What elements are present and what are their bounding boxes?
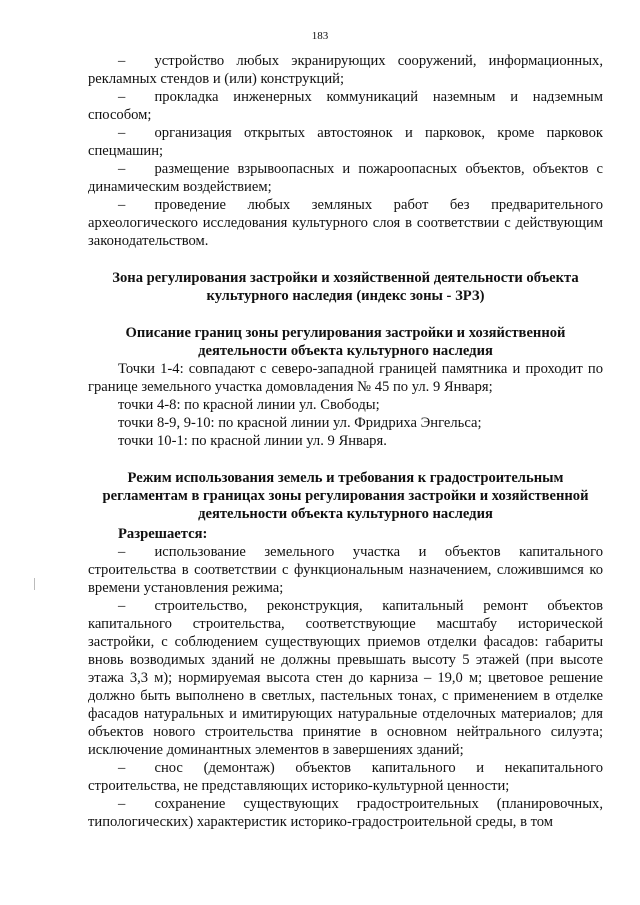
boundary-line: точки 10-1: по красной линии ул. 9 Января. (118, 433, 387, 449)
page-number: 183 (311, 30, 329, 42)
page-content (88, 52, 603, 831)
list-item: – проведение любых земляных работ без предварительного археологического исследования культурного слоя в соответствии с действующим законодательством. (88, 197, 603, 249)
list-item: – использование земельного участка и объектов капитального строительства в соответствии с функциональным назначением, сложившимся ко времени установления режима; (88, 544, 603, 596)
allowed-label: Разрешается: (118, 526, 208, 542)
boundary-line: точки 8-9, 9-10: по красной линии ул. Фридриха Энгельса; (118, 415, 482, 431)
boundary-line: точки 4-8: по красной линии ул. Свободы; (118, 397, 380, 413)
list-item: – сохранение существующих градостроительных (планировочных, типологических) характеристик историко-градостроительной среды, в том (88, 796, 603, 830)
regime-heading: Режим использования земель и требования к градостроительным регламентам в границах зоны регулирования застройки и хозяйственной деятельности объекта культурного наследия (102, 470, 589, 522)
boundary-line: Точки 1-4: совпадают с северо-западной границей памятника и проходит по границе земельного участка домовладения № 45 по ул. 9 Января; (88, 361, 603, 395)
list-item: – организация открытых автостоянок и парковок, кроме парковок спецмашин; (88, 125, 603, 159)
list-item: – устройство любых экранирующих сооружений, информационных, рекламных стендов и (или) конструкций; (88, 53, 603, 87)
list-item: – снос (демонтаж) объектов капитального и некапитального строительства, не представляющих историко-культурной ценности; (88, 760, 603, 794)
list-item: – строительство, реконструкция, капитальный ремонт объектов капитального строительства, соответствующие масштабу исторической застройки, с соблюдением существующих приемов отделки фасадов: габариты вновь возводимых зданий не должны превышать высоту 5 этажей (при высоте этажа 3,3 м); нормируемая высота стен до карниза – 19,0 м; цветовое решение должно быть выполнено в светлых, пастельных тонах, с применением в отделке фасадов натуральных и имитирующих натуральные отделочных материалов; для объектов нового строительства принятие в основном нейтрального силуэта; исключение доминантных элементов в завершениях зданий; (88, 598, 603, 758)
margin-mark (34, 578, 35, 590)
boundaries-heading: Описание границ зоны регулирования застройки и хозяйственной деятельности объекта культурного наследия (125, 325, 566, 359)
zone-heading: Зона регулирования застройки и хозяйственной деятельности объекта культурного наследия (индекс зоны - ЗРЗ) (112, 270, 579, 304)
list-item: – размещение взрывоопасных и пожароопасных объектов, объектов с динамическим воздействием; (88, 161, 603, 195)
list-item: – прокладка инженерных коммуникаций наземным и надземным способом; (88, 89, 603, 123)
